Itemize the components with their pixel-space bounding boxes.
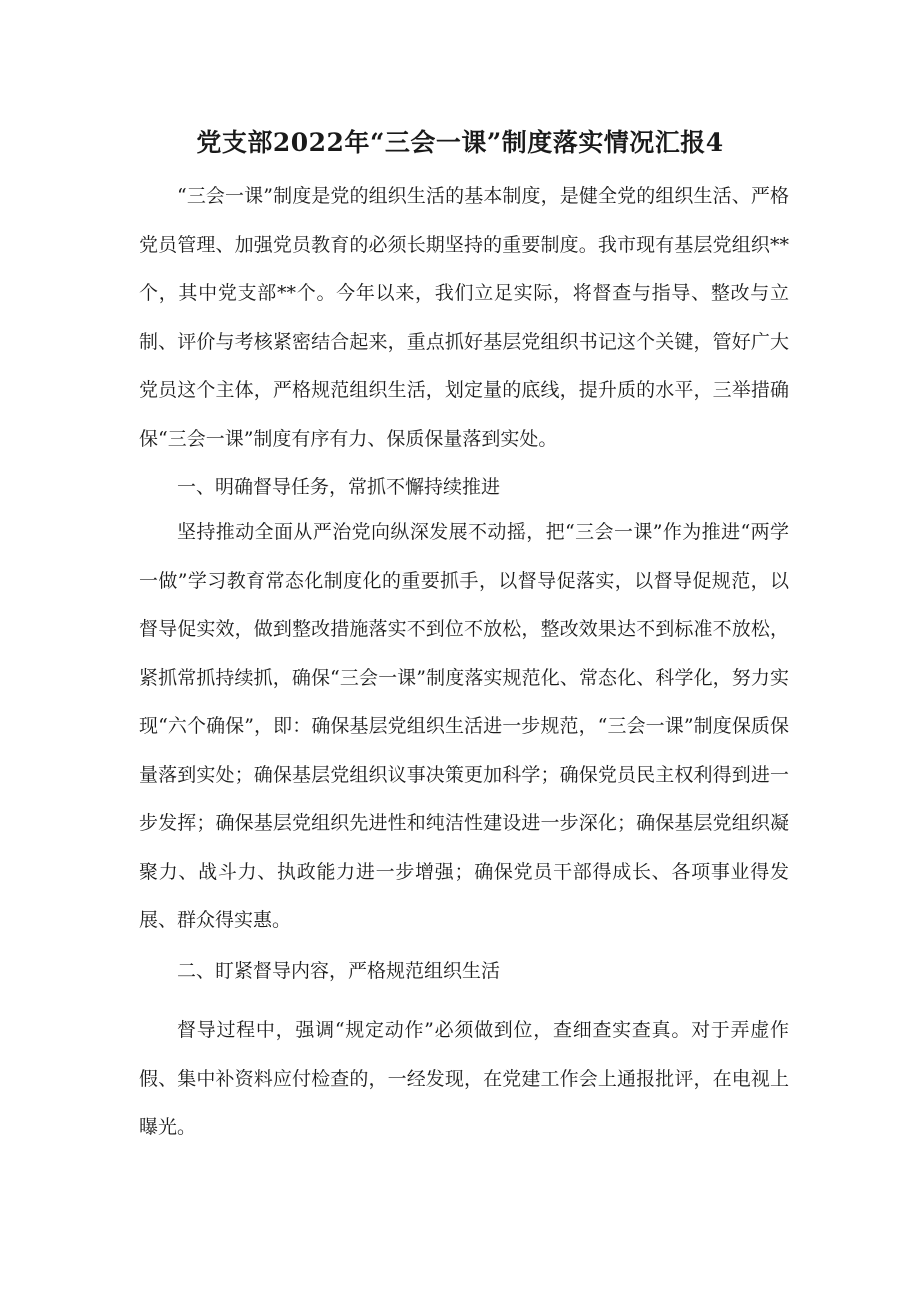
section-heading-2: 二、盯紧督导内容，严格规范组织生活: [177, 960, 501, 982]
section-2-paragraph: 督导过程中，强调“规定动作”必须做到位，查细查实查真。对于弄虚作假、集中补资料应付检查的，一经发现，在党建工作会上通报批评，在电视上曝光。: [139, 1019, 789, 1138]
section-heading-1: 一、明确督导任务，常抓不懈持续推进: [177, 476, 501, 498]
intro-paragraph: “三会一课”制度是党的组织生活的基本制度，是健全党的组织生活、严格党员管理、加强党员教育的必须长期坚持的重要制度。我市现有基层党组织**个，其中党支部**个。今年以来，我们立足实际，将督查与指导、整改与立制、评价与考核紧密结合起来，重点抓好基层党组织书记这个关键，管好广大党员这个主体，严格规范组织生活，划定量的底线，提升质的水平，三举措确保“三会一课”制度有序有力、保质保量落到实处。: [139, 185, 789, 450]
document-title: 党支部2022年“三会一课”制度落实情况汇报4: [196, 128, 724, 157]
section-1-paragraph: 坚持推动全面从严治党向纵深发展不动摇，把“三会一课”作为推进“两学一做”学习教育常态化制度化的重要抓手，以督导促落实，以督导促规范，以督导促实效，做到整改措施落实不到位不放松，整改效果达不到标准不放松，紧抓常抓持续抓，确保“三会一课”制度落实规范化、常态化、科学化，努力实现“六个确保”，即：确保基层党组织生活进一步规范，“三会一课”制度保质保量落到实处；确保基层党组织议事决策更加科学；确保党员民主权利得到进一步发挥；确保基层党组织先进性和纯洁性建设进一步深化；确保基层党组织凝聚力、战斗力、执政能力进一步增强；确保党员干部得成长、各项事业得发展、群众得实惠。: [139, 521, 789, 931]
